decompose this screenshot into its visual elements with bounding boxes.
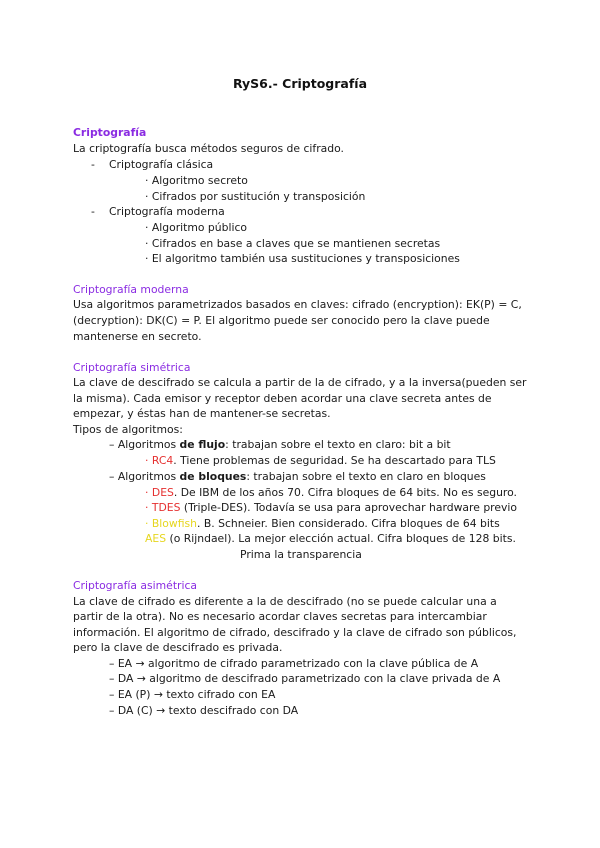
paragraph-line: (decryption): DK(C) = P. El algoritmo puede ser conocido pero la clave puede — [73, 314, 490, 327]
paragraph-line: partir de la otra). No es necesario acordar claves secretas para intercambiar — [73, 610, 487, 623]
section-heading-simetrica: Criptografía simétrica — [73, 361, 191, 374]
algorithm-name: DES — [151, 486, 174, 499]
paragraph-line: Usa algoritmos parametrizados basados en claves: cifrado (encryption): EK(P) = C, — [73, 298, 522, 311]
bullet-dot: · — [145, 486, 152, 499]
algorithm-name: Blowfish — [151, 517, 197, 530]
list-subitem-rc4 — [145, 454, 496, 468]
paragraph-line: La criptografía busca métodos seguros de cifrado. — [73, 142, 344, 155]
list-item-flujo — [109, 438, 451, 452]
list-item-bloques — [109, 470, 486, 484]
bullet-dot: · — [145, 517, 152, 530]
paragraph-line: la misma). Cada emisor y receptor deben acordar una clave secreta antes de — [73, 392, 492, 405]
note-text: Prima la transparencia — [240, 548, 362, 561]
section-heading-moderna: Criptografía moderna — [73, 283, 189, 296]
list-dash: - — [91, 158, 95, 171]
list-item-text: . De IBM de los años 70. Cifra bloques de 64 bits. No es seguro. — [173, 486, 517, 499]
paragraph-line: La clave de cifrado es diferente a la de descifrado (no se puede calcular una a — [73, 595, 497, 608]
bullet-dot: · — [145, 501, 152, 514]
list-subitem-blowfish — [145, 517, 500, 531]
list-item: – EA → algoritmo de cifrado parametrizado con la clave pública de A — [109, 657, 479, 670]
bullet-dot: · — [145, 454, 152, 467]
list-item-prefix: – Algoritmos — [109, 438, 180, 451]
list-subitem: · Algoritmo secreto — [145, 174, 248, 187]
algorithm-name: RC4 — [151, 454, 174, 467]
list-item-text: : trabajan sobre el texto en claro en bloques — [246, 470, 486, 483]
list-item-text: (o Rijndael). La mejor elección actual. Cifra bloques de 128 bits. — [166, 532, 516, 545]
list-item-text: . Tiene problemas de seguridad. Se ha descartado para TLS — [173, 454, 496, 467]
algorithm-name: AES — [145, 532, 167, 545]
list-item: – EA (P) → texto cifrado con EA — [109, 688, 276, 701]
section-heading-criptografia: Criptografía — [73, 126, 147, 139]
list-subitem: · Cifrados en base a claves que se mantienen secretas — [145, 237, 441, 250]
list-item: Criptografía moderna — [109, 205, 225, 218]
list-item: – DA → algoritmo de descifrado parametrizado con la clave privada de A — [109, 672, 501, 685]
paragraph-line: mantenerse en secreto. — [73, 330, 202, 343]
list-item: – DA (C) → texto descifrado con DA — [109, 704, 299, 717]
list-subitem-tdes — [145, 501, 517, 515]
bold-term: de bloques — [179, 470, 247, 483]
paragraph-line: información. El algoritmo de cifrado, descifrado y la clave de cifrado son públicos, — [73, 626, 517, 639]
list-item: Criptografía clásica — [109, 158, 214, 171]
list-item-text: . B. Schneier. Bien considerado. Cifra bloques de 64 bits — [197, 517, 500, 530]
list-subitem: · Cifrados por sustitución y transposición — [145, 190, 366, 203]
algorithm-name: TDES — [151, 501, 181, 514]
list-subitem-aes — [145, 532, 516, 546]
list-subitem: · Algoritmo público — [145, 221, 248, 234]
bold-term: de flujo — [179, 438, 226, 451]
list-subitem-des — [145, 486, 517, 500]
section-heading-asimetrica: Criptografía asimétrica — [73, 579, 198, 592]
list-dash: - — [91, 205, 95, 218]
list-item-prefix: – Algoritmos — [109, 470, 180, 483]
paragraph-line: empezar, y éstas han de mantener-se secretas. — [73, 407, 331, 420]
list-item-text: : trabajan sobre el texto en claro: bit a bit — [225, 438, 451, 451]
paragraph-line: Tipos de algoritmos: — [73, 423, 183, 436]
list-subitem: · El algoritmo también usa sustituciones y transposiciones — [145, 252, 460, 265]
paragraph-line: La clave de descifrado se calcula a partir de la de cifrado, y a la inversa(pueden ser — [73, 376, 527, 389]
paragraph-line: pero la clave de descifrado es privada. — [73, 641, 283, 654]
list-item-text: (Triple-DES). Todavía se usa para aprovechar hardware previo — [180, 501, 518, 514]
page-title: RyS6.- Criptografía — [232, 76, 368, 91]
